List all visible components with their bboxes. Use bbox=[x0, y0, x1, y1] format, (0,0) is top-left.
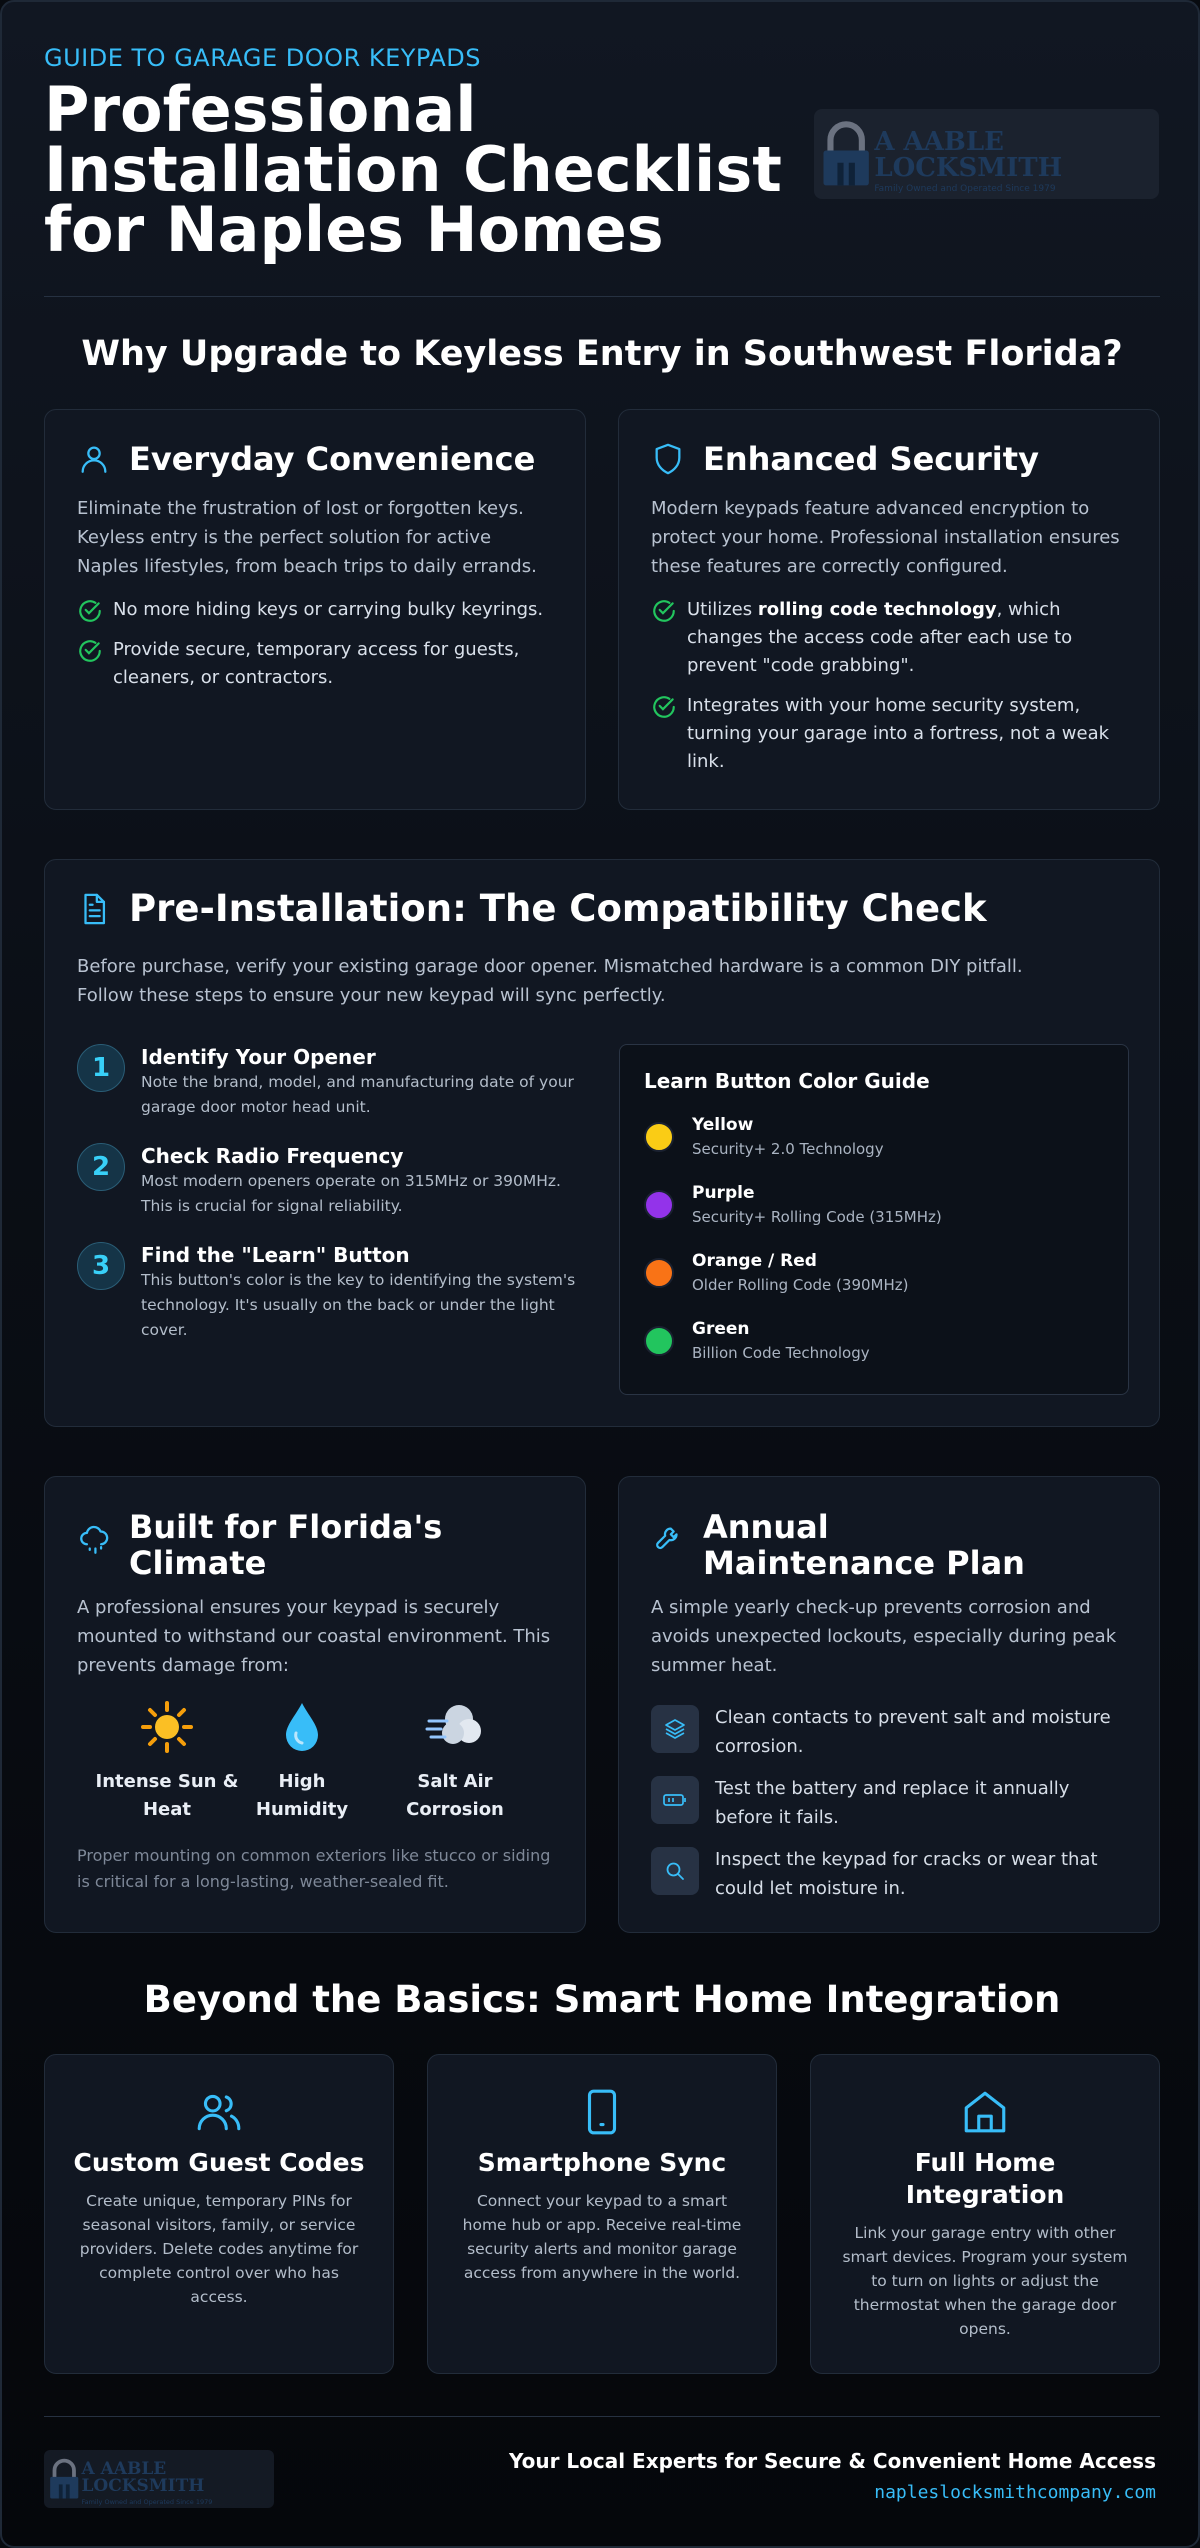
divider bbox=[44, 296, 1160, 297]
convenience-card bbox=[44, 409, 586, 810]
step-number: 1 bbox=[77, 1044, 125, 1092]
color-guide-item bbox=[644, 1113, 1104, 1161]
color-swatch bbox=[644, 1326, 674, 1356]
step-item bbox=[77, 1242, 577, 1343]
smart-card-desc: Create unique, temporary PINs for seasonal visitors, family, or service providers. Delete codes anytime for complete control over who has access. bbox=[79, 2192, 359, 2306]
swatch-desc: Older Rolling Code (390MHz) bbox=[692, 1276, 909, 1294]
battery-icon bbox=[651, 1776, 699, 1824]
swatch-desc: Security+ 2.0 Technology bbox=[692, 1140, 884, 1158]
color-guide-item bbox=[644, 1249, 1104, 1297]
climate-label: High Humidity bbox=[255, 1771, 349, 1820]
color-swatch bbox=[644, 1258, 674, 1288]
card-body: A simple yearly check-up prevents corrosion and avoids unexpected lockouts, especially during peak summer heat. bbox=[651, 1597, 1117, 1676]
list-item-text: No more hiding keys or carrying bulky keyrings. bbox=[113, 599, 544, 620]
color-guide-item bbox=[644, 1317, 1104, 1365]
climate-item bbox=[87, 1699, 247, 1824]
smartphone-icon bbox=[577, 2087, 627, 2137]
wrench-icon bbox=[651, 1523, 685, 1557]
card-body: A professional ensures your keypad is securely mounted to withstand our coastal environment. This prevents damage from: bbox=[77, 1597, 551, 1676]
swatch-desc: Security+ Rolling Code (315MHz) bbox=[692, 1208, 942, 1226]
smart-card-home-integration bbox=[810, 2054, 1160, 2374]
smart-card-title: Smartphone Sync bbox=[477, 2148, 727, 2177]
smart-card-guest-codes bbox=[44, 2054, 394, 2374]
shield-icon bbox=[651, 442, 685, 476]
card-title: Annual Maintenance Plan bbox=[703, 1508, 1025, 1582]
card-intro: Before purchase, verify your existing garage door opener. Mismatched hardware is a common DIY pitfall. Follow these steps to ensure your new keypad will sync perfectly. bbox=[77, 956, 1023, 1006]
swatch-name: Orange / Red bbox=[692, 1251, 817, 1271]
search-icon bbox=[651, 1847, 699, 1895]
step-desc: Note the brand, model, and manufacturing date of your garage door motor head unit. bbox=[141, 1073, 574, 1116]
cloud-rain-icon bbox=[77, 1523, 111, 1557]
list-item bbox=[651, 596, 1131, 680]
color-guide-item bbox=[644, 1181, 1104, 1229]
footer-url[interactable]: napleslocksmithcompany.com bbox=[874, 2482, 1156, 2503]
maintenance-item bbox=[651, 1774, 1131, 1832]
climate-label: Salt Air Corrosion bbox=[406, 1771, 504, 1820]
logo-tagline: Family Owned and Operated Since 1979 bbox=[874, 183, 1056, 194]
sun-icon bbox=[87, 1699, 247, 1768]
card-body: Eliminate the frustration of lost or forgotten keys. Keyless entry is the perfect solution for active Naples lifestyles, from beach trips to daily errands. bbox=[77, 498, 537, 577]
home-icon bbox=[960, 2087, 1010, 2137]
smart-card-title: Custom Guest Codes bbox=[73, 2148, 365, 2177]
swatch-name: Green bbox=[692, 1319, 750, 1339]
layers-icon bbox=[651, 1705, 699, 1753]
padlock-icon bbox=[820, 114, 872, 194]
document-icon bbox=[77, 892, 111, 926]
section-title-why: Why Upgrade to Keyless Entry in Southwest Florida? bbox=[81, 334, 1123, 374]
security-card bbox=[618, 409, 1160, 810]
climate-item bbox=[385, 1699, 525, 1824]
step-number: 3 bbox=[77, 1242, 125, 1290]
step-title: Identify Your Opener bbox=[141, 1045, 376, 1069]
list-item-text: Provide secure, temporary access for guests, cleaners, or contractors. bbox=[113, 639, 520, 688]
swatch-name: Yellow bbox=[692, 1115, 754, 1135]
check-circle-icon bbox=[77, 638, 103, 664]
divider bbox=[44, 2416, 1160, 2417]
maintenance-card bbox=[618, 1476, 1160, 1933]
smart-card-title: Full Home Integration bbox=[905, 2148, 1065, 2209]
pre-install-card bbox=[44, 859, 1160, 1427]
smart-card-smartphone-sync bbox=[427, 2054, 777, 2374]
smart-card-desc: Connect your keypad to a smart home hub or app. Receive real-time security alerts and monitor garage access from anywhere in the world. bbox=[462, 2192, 742, 2282]
check-circle-icon bbox=[77, 598, 103, 624]
color-swatch bbox=[644, 1190, 674, 1220]
maintenance-text: Test the battery and replace it annually before it fails. bbox=[715, 1778, 1070, 1828]
maintenance-item bbox=[651, 1845, 1131, 1903]
step-item bbox=[77, 1044, 577, 1120]
card-title: Everyday Convenience bbox=[129, 440, 536, 478]
step-desc: Most modern openers operate on 315MHz or 390MHz. This is crucial for signal reliability. bbox=[141, 1172, 561, 1215]
climate-label: Intense Sun & Heat bbox=[95, 1771, 239, 1820]
card-body: Modern keypads feature advanced encryption to protect your home. Professional installation ensures these features are correctly configured. bbox=[651, 498, 1120, 577]
color-guide-title: Learn Button Color Guide bbox=[644, 1069, 930, 1093]
step-item bbox=[77, 1143, 577, 1219]
droplet-icon bbox=[237, 1699, 367, 1768]
step-title: Check Radio Frequency bbox=[141, 1144, 404, 1168]
check-circle-icon bbox=[651, 694, 677, 720]
steps-list bbox=[77, 1044, 577, 1343]
section-title-smart: Beyond the Basics: Smart Home Integration bbox=[143, 1978, 1061, 2021]
footer-logo bbox=[44, 2450, 274, 2508]
logo-name: A AABLE LOCKSMITH bbox=[874, 126, 1063, 183]
smart-card-desc: Link your garage entry with other smart devices. Program your system to turn on lights or adjust the thermostat when the garage door opens. bbox=[842, 2224, 1128, 2338]
users-icon bbox=[194, 2087, 244, 2137]
climate-card bbox=[44, 1476, 586, 1933]
step-number: 2 bbox=[77, 1143, 125, 1191]
wind-icon bbox=[385, 1699, 525, 1768]
card-title: Built for Florida's Climate bbox=[129, 1508, 443, 1582]
padlock-icon bbox=[48, 2453, 80, 2505]
list-item-text: Utilizes rolling code technology, which changes the access code after each use to prevent "code grabbing". bbox=[687, 599, 1073, 676]
logo-name: A AABLE LOCKSMITH bbox=[81, 2458, 205, 2496]
card-title: Enhanced Security bbox=[703, 440, 1039, 478]
climate-item bbox=[237, 1699, 367, 1824]
card-title: Pre-Installation: The Compatibility Check bbox=[129, 887, 987, 930]
check-circle-icon bbox=[651, 598, 677, 624]
step-title: Find the "Learn" Button bbox=[141, 1243, 410, 1267]
step-desc: This button's color is the key to identifying the system's technology. It's usually on the back or under the light cover. bbox=[141, 1271, 576, 1339]
logo-tagline: Family Owned and Operated Since 1979 bbox=[81, 2497, 213, 2506]
maintenance-text: Clean contacts to prevent salt and moisture corrosion. bbox=[715, 1707, 1111, 1757]
user-icon bbox=[77, 442, 111, 476]
maintenance-text: Inspect the keypad for cracks or wear that could let moisture in. bbox=[715, 1849, 1098, 1899]
climate-note: Proper mounting on common exteriors like stucco or siding is critical for a long-lasting, weather-sealed fit. bbox=[77, 1846, 551, 1891]
list-item bbox=[77, 636, 557, 692]
eyebrow: GUIDE TO GARAGE DOOR KEYPADS bbox=[44, 44, 481, 72]
company-logo bbox=[814, 109, 1159, 199]
list-item-text: Integrates with your home security system, turning your garage into a fortress, not a weak link. bbox=[687, 695, 1110, 772]
maintenance-item bbox=[651, 1703, 1131, 1761]
page-title: Professional Installation Checklist for Naples Homes bbox=[44, 73, 782, 266]
swatch-desc: Billion Code Technology bbox=[692, 1344, 870, 1362]
list-item bbox=[77, 596, 557, 624]
list-item bbox=[651, 692, 1131, 776]
color-swatch bbox=[644, 1122, 674, 1152]
swatch-name: Purple bbox=[692, 1183, 755, 1203]
color-guide bbox=[619, 1044, 1129, 1395]
footer-tagline: Your Local Experts for Secure & Convenient Home Access bbox=[508, 2449, 1156, 2473]
